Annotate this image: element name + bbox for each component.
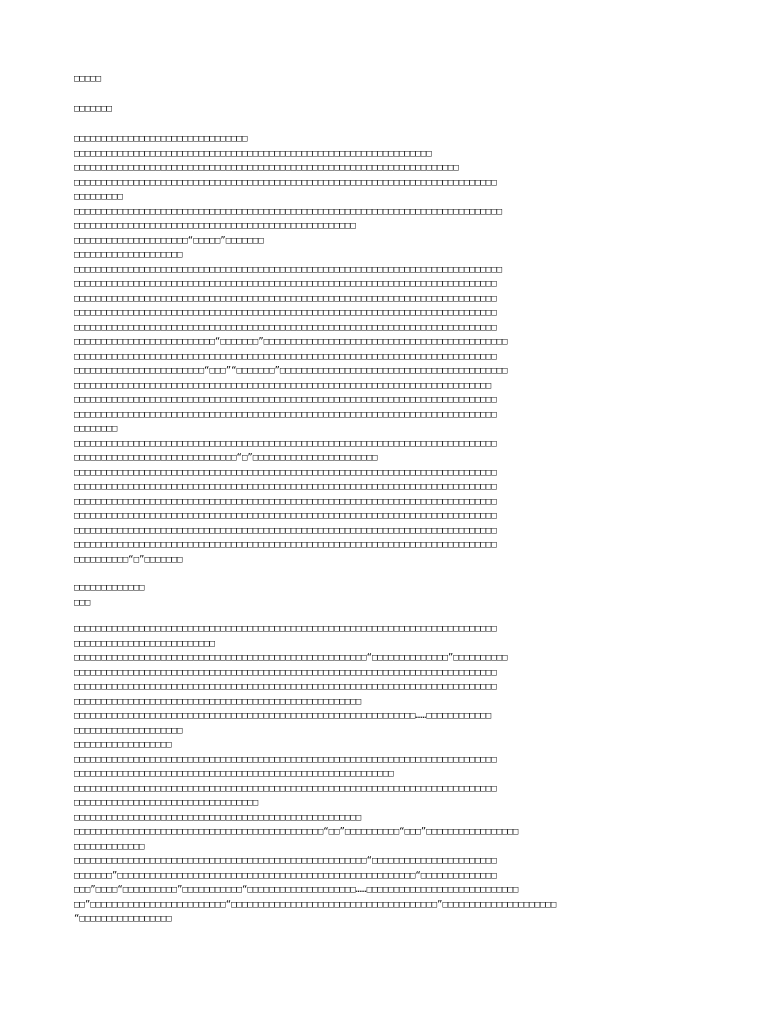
text-line: □□□□□□□□□□□□□□□□□□□□□□□□□□□□□□□□□□□□□□□□□□□□□□□□□□□□□□□□□□□□□□□□□□ [74,148,432,159]
text-line: □□□□□□□□□□□□□□□□□□□□□□□□□□□□□□□□□□□□□□□□□□□□□□□□□□□□□□□□□□□□□□□□□□□□□□□□□□□□□□ [74,754,497,765]
text-line: □□□□□□□□□□□□□□□□□□□□□□□□□□□□□□□□□□□□□□□□□□□□□□□□□□□□□□□□□□□□□□□□□□□□□□□□□□□□□□□ [74,206,503,217]
text-line: □□□□□□□□□□□□□□□□□□□□□□□□□□□□□□□□□□□□□□□□□□□□□□□□□□□□□□“□□□□□□□□□□□□□□”□□□□□□□□□□ [74,653,508,663]
text-line: □□□□□□□□□□□□□□□□□□□□□□□□□□□□□□□□□□□□□□□□□□□□□□□□□□□□□□□□□□□□□□□□□□□□□□□□□□□□□ [74,380,492,391]
text-line: □□□□□□□□□□□□□□□□□□□□□□□□□□□□□□□□□□□□□□□□□□□□□□□□□□□□□□□□□□□ [74,769,394,779]
text-line: □□□□□□□□□□□□□□□□□□□□□□□□□□□□□□□□ [74,134,248,144]
text-line: □□□□□□□□□□□□□□□□□□□□□□□□□□□□□□□□□□□□□□□□□□□□□□□□□□□□□□□□□□□□□□□□□□□□□□□□□□□□□□ [74,624,497,634]
text-line: □□□□□□□□□□□□□□□□□□□□□□□□□□□□□□□□□□□□□□□□□□□□□□□□□□□□□□□□□□□□□□□□□□□□□□□□□□□□□□ [74,496,497,507]
text-line: □□□□□□□□□□□□□□□□□□□□□□□□□□ [74,638,215,649]
text-line: □□□□□□□□□□□□□□□□□□□□□□□□□□□□□□□□□□□□□□□□□□□□□□□□□□□□□□□□□□□□□□□□□□□□□□□ [74,163,459,173]
document-page [74,72,714,927]
text-line: □□□□□□□□□□□□□□□□□□□□□□□□□□□□□□□□□□□□□□□□□□□□□□□□□□□□□ [74,696,362,707]
text-line: □□□□□□□□□□□□□□□□□□□□ [74,250,183,260]
section-1-body [74,132,714,567]
document-subtitle: □□□□□□□ [74,103,112,114]
text-line: □□□□□□□□□□□□□□□□□□□□□“□□□□□”□□□□□□□ [74,235,264,246]
section-2-heading: □□□□□□□□□□□□□ [74,583,145,593]
text-line: □□□□□□□□□□□□□□□□□□□□□□□□□□□□□□□□□□□□□□□□□□□□□□□□□□□□□□□□□□□□□□□□□□□□□□□□□□□□□□□ [74,264,503,275]
section-gap [74,567,714,581]
text-line: □□□□□□□□□□□□□□□□□□□□□□□□□□□□□□□□□□□□□□□□□□□□□□□□□□□□□□□□□□□□□□□□□□□□□□□□□□□□□□ [74,682,497,692]
text-line: “□□□□□□□□□□□□□□□□□ [74,914,172,924]
text-line: □□□□□□□□□□□□□□□□□□□□□□□□□□□□□□□□□□□□□□□□□□□□□□□□□□□□□□□□□□□□□□□□□□□□□□□□□□□□□□ [74,438,497,449]
text-line: □□□□□□□□□□□□□□□□□□□□□□□□□□□□□□□□□□□□□□□□□□□□□□□□□□□□□□□□□□□□□□□□□□□□□□□□□□□□□□ [74,667,497,678]
text-line: □□□□□□□□□ [74,192,123,202]
text-line: □□□□□□□□□□□□□□□□□□□□ [74,725,183,736]
text-line: □□□□□□□□□□□□□□□□□□□□□□□□□□□□□□□□□□□□□□□□□□□□□□□□□□□□□□“□□□□□□□□□□□□□□□□□□□□□□□ [74,856,497,866]
text-line: □□□□□□□□□□□□□□□□□□□□□□□□□□□□□□□□□□□□□□□□□□□□□□□□□□□□□ [74,812,362,823]
section-2-body [74,622,714,927]
text-line: □□□□□□□□□□□□□□□□□□□□□□□□□□□□□□□□□□□□□□□□□□□□□□□□□□□□□□□□□□□□□□□□□□□□□□□□□□□□□□ [74,467,497,478]
text-line: □□□□□□□□□□□□□□□□□□□□□□□□□□□□□□□□□□□□□□□□□□□□□□□□□□□□□□□□□□□□□□□□□□□□□□□□□□□□□□ [74,482,497,492]
text-line: □□□□□□□□□□□□□□□□□□□□□□□□□□□□□□□□□□□□□□□□□□□□□□□□□□□□□□□□□□□□□□□□□□□□□□□□□□□□□□ [74,540,497,550]
text-line: □□□□□□□□□□□□□□□□□□□□□□□□□□□□□□□□□□□□□□□□□□□□□□□□□□□□ [74,221,356,231]
text-line: □□□□□□□□□□□□□□□□□□□□□□□□□□□□□□□□□□□□□□□□□□□□□□□□□□□□□□□□□□□□□□□□□□□□□□□□□□□□□□ [74,351,497,362]
text-line: □□□□□□□□□□□□□□□□□□□□□□□□□□□□□□□□□□□□□□□□□□□□□□□□□□□□□□□□□□□□□□□□□□□□□□□□□□□□□□ [74,511,497,521]
text-line: □□□□□□□□ [74,424,118,434]
text-line: □□□□□□□□□□□□□□□□□□□□□□□□□□“□□□□□□□”□□□□□□□□□□□□□□□□□□□□□□□□□□□□□□□□□□□□□□□□□□□□□ [74,337,508,347]
text-line: □□□□□□□□□□□□□□□□□□□□□□□□□□□□□□□□□□ [74,798,259,808]
text-line: □□□□□□□□□□□□□□□□□□□□□□□□□□□□□□□□□□□□□□□□□□□□□□□□□□□□□□□□□□□□□□□□□□□□□□□□□□□□□□ [74,525,497,536]
text-line: □□□□□□□□□□□□□ [74,841,145,852]
text-line: □□□□□□□□□□□□□□□□□□□□□□□□□□□□□□□□□□□□□□□□□□□□□□□□□□□□□□□□□□□□□□□□□□□□□□□□□□□□□□ [74,409,497,420]
text-line: □□□□□□□□□□□□□□□□□□□□□□□□□□□□□□□□□□□□□□□□□□□□□□□□□□□□□□□□□□□□□□□□□□□□□□□□□□□□□□ [74,783,497,794]
text-line: □□□□□□□□□□□□□□□□□□ [74,740,172,750]
section-gap [74,610,714,622]
text-line: □□□”□□□□“□□□□□□□□□□”□□□□□□□□□□□“□□□□□□□□□□□□□□□□□□□□……□□□□□□□□□□□□□□□□□□□□□□□□□□□□ [74,885,519,895]
text-line: □□□□□□□□□□□□□□□□□□□□□□□□□□□□□□“□”□□□□□□□□□□□□□□□□□□□□□□□ [74,453,378,463]
text-line: □□□□□□□”□□□□□□□□□□□□□□□□□□□□□□□□□□□□□□□□□□□□□□□□□□□□□□□□□□□□□□□“□□□□□□□□□□□□□□ [74,870,497,881]
text-line: □□□□□□□□□□□□□□□□□□□□□□□□□□□□□□□□□□□□□□□□□□□□□□“□□”□□□□□□□□□□“□□□”□□□□□□□□□□□□□□□□□ [74,827,519,837]
text-line: □□”□□□□□□□□□□□□□□□□□□□□□□□□□“□□□□□□□□□□□□□□□□□□□□□□□□□□□□□□□□□□□□□□”□□□□□□□□□□□□□□□□□□□□□ [74,899,557,910]
text-line: □□□□□□□□□□□□□□□□□□□□□□□□□□□□□□□□□□□□□□□□□□□□□□□□□□□□□□□□□□□□□□□……□□□□□□□□□□□□ [74,711,492,721]
text-line: □□□□□□□□□□□□□□□□□□□□□□□□□□□□□□□□□□□□□□□□□□□□□□□□□□□□□□□□□□□□□□□□□□□□□□□□□□□□□□ [74,177,497,188]
text-line: □□□□□□□□□□□□□□□□□□□□□□□□“□□□”“□□□□□□□”□□□□□□□□□□□□□□□□□□□□□□□□□□□□□□□□□□□□□□□□□□ [74,366,508,376]
text-line: □□□□□□□□□□□□□□□□□□□□□□□□□□□□□□□□□□□□□□□□□□□□□□□□□□□□□□□□□□□□□□□□□□□□□□□□□□□□□□ [74,279,497,289]
text-line: □□□□□□□□□□□□□□□□□□□□□□□□□□□□□□□□□□□□□□□□□□□□□□□□□□□□□□□□□□□□□□□□□□□□□□□□□□□□□□ [74,395,497,405]
text-line: □□□□□□□□□□□□□□□□□□□□□□□□□□□□□□□□□□□□□□□□□□□□□□□□□□□□□□□□□□□□□□□□□□□□□□□□□□□□□□ [74,308,497,318]
text-line: □□□□□□□□□□“□”□□□□□□□ [74,554,183,565]
text-line: □□□□□□□□□□□□□□□□□□□□□□□□□□□□□□□□□□□□□□□□□□□□□□□□□□□□□□□□□□□□□□□□□□□□□□□□□□□□□□ [74,322,497,333]
text-line: □□□□□□□□□□□□□□□□□□□□□□□□□□□□□□□□□□□□□□□□□□□□□□□□□□□□□□□□□□□□□□□□□□□□□□□□□□□□□□ [74,293,497,304]
section-2-subheading: □□□ [74,597,91,608]
document-title: □□□□□ [74,74,102,84]
